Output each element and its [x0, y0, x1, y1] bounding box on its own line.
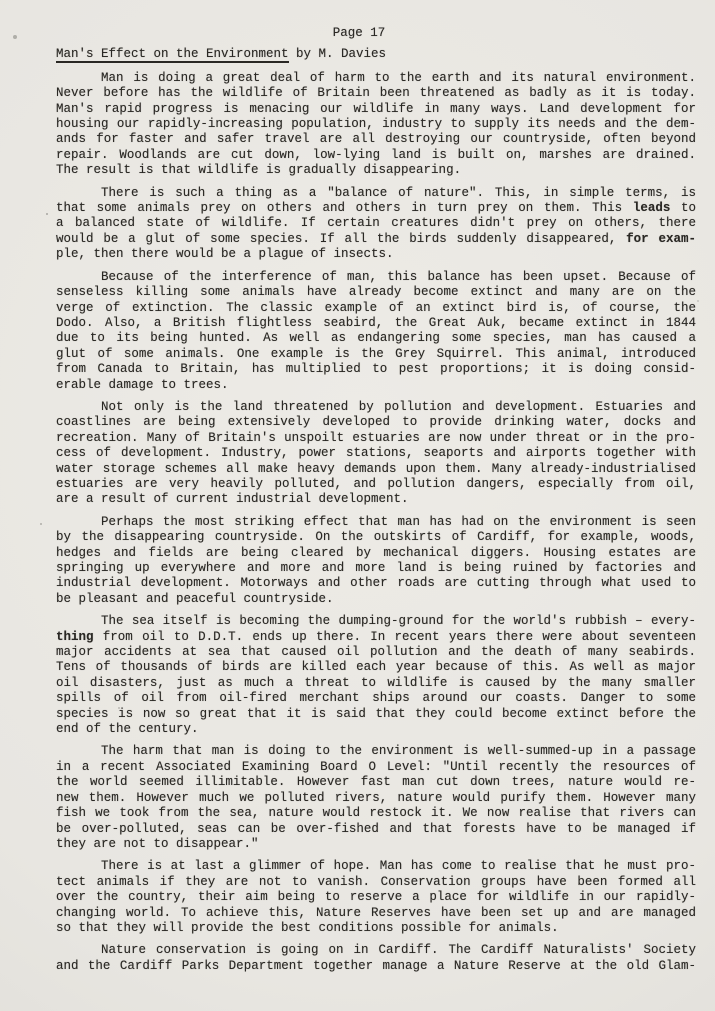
- text-line: [56, 890, 696, 905]
- paragraph-3: [56, 270, 696, 393]
- text-segment: and the Cardiff Parks Department together manage a Nature Reserve at the old Glam-: [56, 958, 696, 973]
- text-segment: from oil to D.D.T. ends up there. In recent years there were about seventeen: [93, 629, 696, 644]
- text-line: [56, 921, 696, 936]
- text-line: [56, 492, 696, 507]
- text-segment: by the disappearing countryside. On the outskirts of Cardiff, for example, woods,: [56, 530, 696, 545]
- text-segment: The sea itself is becoming the dumping-ground for the world's rubbish – every-: [101, 614, 696, 629]
- text-line: [56, 163, 696, 178]
- paragraph-2: [56, 186, 696, 263]
- text-line: [56, 660, 696, 675]
- text-line: [56, 462, 696, 477]
- article-byline: by M. Davies: [288, 47, 387, 62]
- text-segment: Nature conservation is going on in Cardiff. The Cardiff Naturalists' Society: [101, 943, 696, 958]
- bold-text-segment: for exam-: [626, 231, 696, 246]
- text-segment: The result is that wildlife is gradually disappearing.: [56, 163, 462, 178]
- text-segment: they are not to disappear.": [56, 836, 259, 851]
- text-line: [56, 216, 696, 231]
- text-segment: industrial development. Motorways and other roads are cutting through what used to: [56, 576, 696, 591]
- text-segment: The harm that man is doing to the environment is well-summed-up in a passage: [101, 744, 696, 759]
- text-segment: are a result of current industrial development.: [56, 492, 409, 507]
- text-line: [56, 446, 696, 461]
- text-segment: from Canada to Britain, has multiplied to pest proportions; it is doing consid-: [56, 362, 696, 377]
- text-line: [56, 859, 696, 874]
- paragraph-6: [56, 614, 696, 737]
- text-segment: verge of extinction. The classic example of an extinct bird is, of course, the: [56, 300, 696, 315]
- text-line: [56, 477, 696, 492]
- text-segment: There is at last a glimmer of hope. Man has come to realise that he must pro-: [101, 859, 696, 874]
- text-line: [56, 959, 696, 974]
- text-line: [56, 201, 696, 216]
- text-line: [56, 415, 696, 430]
- text-segment: Dodo. Also, a British flightless seabird, the Great Auk, became extinct in 1844: [56, 315, 696, 330]
- text-line: [56, 630, 696, 645]
- article-title: Man's Effect on the Environment: [56, 47, 289, 62]
- text-line: [56, 148, 696, 163]
- text-segment: housing our rapidly-increasing population, industry to supply its needs and the dem-: [56, 117, 696, 132]
- text-line: [56, 71, 696, 86]
- text-segment: water storage schemes all make heavy demands upon them. Many already-industrialised: [56, 461, 696, 476]
- text-line: [56, 614, 696, 629]
- text-segment: major accidents at sea that caused oil pollution and the death of many seabirds.: [56, 645, 696, 660]
- text-segment: Man is doing a great deal of harm to the earth and its natural environment.: [101, 70, 696, 85]
- text-line: [56, 285, 696, 300]
- text-segment: new them. However much we polluted rivers, nature would purify them. However many: [56, 790, 696, 805]
- page-number: Page 17: [332, 26, 386, 40]
- text-line: [56, 347, 696, 362]
- text-line: [56, 362, 696, 377]
- text-segment: Tens of thousands of birds are killed each year because of this. As well as major: [56, 660, 696, 675]
- text-line: [56, 645, 696, 660]
- text-line: [56, 822, 696, 837]
- text-line: [56, 837, 696, 852]
- text-line: [56, 400, 696, 415]
- text-segment: spills of oil from oil-fired merchant ships around our coasts. Danger to some: [56, 691, 696, 706]
- text-line: [56, 676, 696, 691]
- text-segment: erable damage to trees.: [56, 377, 229, 392]
- text-segment: so that they will provide the best conditions possible for animals.: [56, 920, 559, 935]
- text-line: [56, 760, 696, 775]
- paragraph-8: [56, 859, 696, 936]
- text-segment: ple, then there would be a plague of insects.: [56, 247, 394, 262]
- text-segment: Perhaps the most striking effect that man has had on the environment is seen: [101, 514, 696, 529]
- text-line: [56, 943, 696, 958]
- text-line: [56, 592, 696, 607]
- text-line: [56, 515, 696, 530]
- text-segment: oil disasters, just as much a threat to wildlife is caused by the many smaller: [56, 675, 696, 690]
- paragraph-5: [56, 515, 696, 607]
- text-segment: to: [670, 201, 696, 216]
- text-segment: would be a glut of some species. If all the birds suddenly disappeared,: [56, 231, 627, 246]
- text-segment: coastlines are being extensively developed to provide drinking water, docks and: [56, 415, 696, 430]
- paragraph-9: [56, 943, 696, 974]
- text-segment: recreation. Many of Britain's unspoilt estuaries are now under threat or in the pro-: [56, 430, 696, 445]
- text-line: [56, 546, 696, 561]
- text-line: [56, 316, 696, 331]
- text-segment: estuaries are very heavily polluted, and pollution dangers, especially from oil,: [56, 476, 696, 491]
- text-segment: Man's rapid progress is menacing our wildlife in many ways. Land development for: [56, 101, 696, 116]
- text-line: [56, 806, 696, 821]
- text-line: [56, 744, 696, 759]
- text-line: [56, 431, 696, 446]
- text-line: [56, 186, 696, 201]
- text-line: [56, 102, 696, 117]
- text-segment: ands for faster and safer travel are all destroying our countryside, often beyond: [56, 132, 696, 147]
- text-segment: glut of some animals. One example is the Grey Squirrel. This animal, introduced: [56, 346, 696, 361]
- text-line: [56, 301, 696, 316]
- text-segment: senseless killing some animals have already become extinct and many are on the: [56, 285, 696, 300]
- text-segment: in a recent Associated Examining Board O Level: "Until recently the resources of: [56, 759, 696, 774]
- text-segment: springing up everywhere and more and more land is being ruined by factories and: [56, 561, 696, 575]
- text-segment: end of the century.: [56, 722, 199, 737]
- text-segment: There is such a thing as a "balance of nature". This, in simple terms, is: [101, 185, 696, 200]
- title-line: [56, 47, 696, 62]
- text-segment: a balanced state of wildlife. If certain creatures didn't prey on others, there: [56, 216, 696, 231]
- text-segment: be over-polluted, seas can be over-fished and that forests have to be managed if: [56, 821, 696, 836]
- text-segment: be pleasant and peaceful countryside.: [56, 591, 334, 606]
- bold-text-segment: thing: [56, 629, 94, 644]
- text-line: [56, 775, 696, 790]
- text-segment: that some animals prey on others and others in turn prey on them. This: [56, 201, 633, 216]
- text-segment: hedges and fields are being cleared by mechanical diggers. Housing estates are: [56, 545, 696, 560]
- text-line: [56, 707, 696, 722]
- text-segment: fish we took from the sea, nature would restock it. We now realise that rivers can: [56, 806, 696, 821]
- text-line: [56, 331, 696, 346]
- text-segment: over the country, their aim being to reserve a place for wildlife in our rapidly-: [56, 890, 696, 905]
- text-line: [56, 875, 696, 890]
- text-segment: repair. Woodlands are cut down, low-lying land is built on, marshes are drained.: [56, 147, 696, 162]
- text-segment: cess of development. Industry, power stations, seaports and airports together with: [56, 446, 696, 461]
- text-line: [56, 247, 696, 262]
- text-line: [56, 576, 696, 591]
- text-line: [56, 530, 696, 545]
- text-segment: due to its being hunted. As well as endangering some species, man has caused a: [56, 331, 696, 346]
- text-line: [56, 270, 696, 285]
- text-line: [56, 691, 696, 706]
- text-line: [56, 378, 696, 393]
- text-line: [56, 232, 696, 247]
- paragraph-4: [56, 400, 696, 508]
- paragraph-1: [56, 71, 696, 179]
- text-line: [56, 906, 696, 921]
- text-segment: the world seemed illimitable. However fast man cut down trees, nature would re-: [56, 775, 696, 790]
- text-line: [56, 117, 696, 132]
- text-segment: changing world. To achieve this, Nature Reserves have been set up and are managed: [56, 905, 696, 920]
- paragraph-7: [56, 744, 696, 852]
- text-segment: Never before has the wildlife of Britain been threatened as badly as it is today.: [56, 86, 696, 101]
- text-line: [56, 132, 696, 147]
- article-body: [56, 71, 696, 974]
- text-segment: species is now so great that it is said that they could become extinct before the: [56, 706, 696, 721]
- text-line: [56, 791, 696, 806]
- bold-text-segment: leads: [632, 201, 671, 216]
- text-segment: Not only is the land threatened by pollution and development. Estuaries and: [101, 399, 696, 414]
- text-segment: Because of the interference of man, this balance has been upset. Because of: [101, 269, 696, 284]
- text-line: [56, 561, 696, 576]
- text-line: [56, 722, 696, 737]
- text-segment: tect animals if they are not to vanish. Conservation groups have been formed all: [56, 874, 696, 889]
- text-line: [56, 86, 696, 101]
